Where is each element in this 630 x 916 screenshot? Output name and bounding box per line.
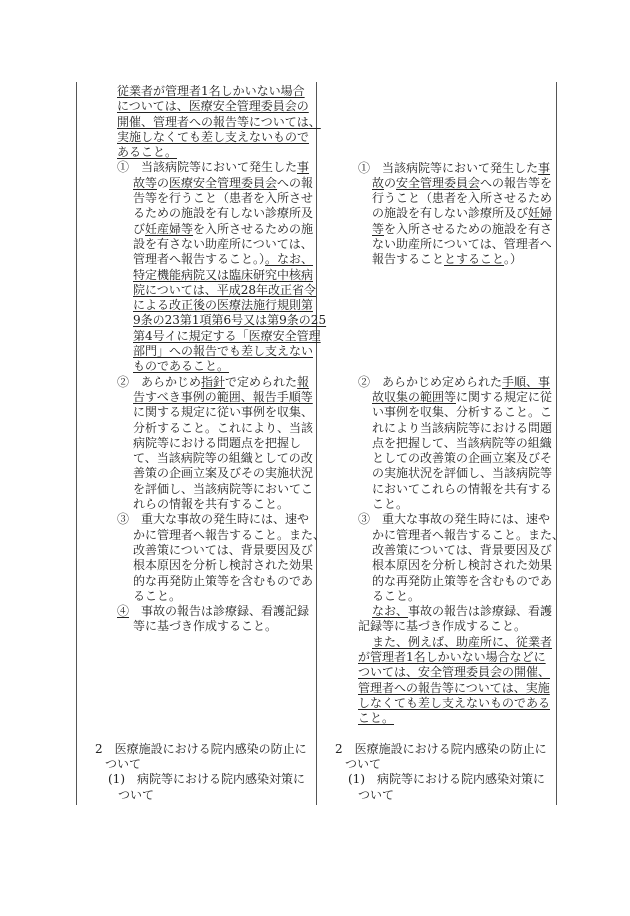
text-line: [76, 237, 316, 252]
text-line: [76, 99, 316, 114]
text-line: [76, 176, 316, 191]
text-line: [76, 359, 316, 374]
text-line: [76, 130, 316, 145]
underlined-text: 院については、平成28年改正省令: [133, 282, 317, 297]
list-item: [76, 512, 326, 604]
text-line: [316, 252, 556, 267]
text-line: [76, 757, 316, 772]
text-line: [76, 298, 316, 313]
text-line: [76, 252, 316, 267]
text: ① 当該病院等において発生した: [358, 160, 539, 175]
text: の: [157, 175, 170, 190]
text-line: [76, 451, 316, 466]
revised-text-column: [76, 84, 327, 803]
text-line: [316, 619, 556, 634]
text: としての改善策の企画立案及びそ: [372, 451, 553, 466]
text-line: [76, 206, 316, 221]
table-border-right: [556, 82, 557, 805]
text-line: [316, 375, 556, 390]
section-heading: [76, 742, 316, 773]
text: 。）: [504, 252, 523, 267]
text: れにより当該病院等における問題: [372, 420, 553, 435]
text: 等に基づき作成すること。: [133, 619, 278, 634]
text-line: [76, 788, 316, 803]
text-line: [316, 635, 556, 650]
text: かに管理者へ報告すること。また、: [372, 527, 565, 542]
text-line: [76, 313, 327, 328]
text-line: [76, 344, 316, 359]
text-line: [76, 390, 316, 405]
text-line: [316, 558, 556, 573]
underlined-text: による改正後の医療法施行規則第: [133, 298, 314, 313]
text-line: [316, 405, 556, 420]
text: こと。: [372, 497, 409, 512]
underlined-text: 故収集の範囲等: [372, 389, 457, 404]
text-line: [316, 237, 556, 252]
text: かに管理者へ報告すること。また、: [133, 527, 326, 542]
text-line: [76, 543, 316, 558]
text-line: [316, 650, 556, 665]
spacer: [316, 727, 556, 742]
text-line: [316, 681, 556, 696]
text: 改善策については、背景要因及び: [133, 542, 313, 557]
text: 行うこと（患者を入所させるため: [372, 191, 553, 206]
underlined-text: ものであること。: [133, 359, 230, 374]
underlined-text: 特定機能病院又は臨床研究中核病: [133, 267, 314, 282]
list-item: [316, 512, 565, 604]
text-line: [76, 482, 316, 497]
text-line: [76, 604, 316, 619]
text-line: [76, 328, 321, 344]
text: ③ 重大な事故の発生時には、速や: [358, 512, 551, 527]
text-line: [316, 451, 556, 466]
text-line: [76, 772, 316, 787]
subsection-heading: [316, 772, 556, 803]
text: ついて: [118, 787, 155, 802]
underlined-text: ④: [117, 604, 130, 619]
text: 報告すること: [372, 252, 445, 267]
text: 的な再発防止策等を含むものであ: [133, 573, 314, 588]
text-line: [316, 543, 556, 558]
text-line: [76, 191, 316, 206]
underlined-text: 事: [297, 160, 310, 175]
text-line: [76, 574, 316, 589]
text: 告等を行うこと（患者を入所させ: [133, 191, 314, 206]
text: への報: [277, 175, 314, 190]
text: ② あらかじめ: [117, 374, 202, 389]
text: ③ 重大な事故の発生時には、速や: [117, 512, 310, 527]
text-line: [316, 222, 556, 237]
note-paragraph: [316, 604, 556, 635]
text: び: [133, 221, 146, 236]
text-line: [316, 421, 556, 436]
text: 事故の報告は診療録、看護: [408, 604, 553, 619]
spacer: [76, 635, 316, 742]
text-line: [316, 512, 556, 527]
text: の実施状況を評価し、当該病院等: [372, 466, 553, 481]
text-line: [316, 757, 556, 772]
text: 2 医療施設における院内感染の防止に: [335, 741, 547, 756]
text-line: [316, 482, 556, 497]
text-line: [316, 711, 556, 726]
text: で定められた: [225, 374, 298, 389]
text: 記録等に基づき作成すること。: [358, 619, 527, 634]
underlined-text: については、医療安全管理委員会の: [117, 99, 309, 114]
underlined-text: 故等: [133, 175, 158, 190]
text-line: [316, 161, 556, 176]
text-line: [316, 466, 556, 481]
text-line: [76, 84, 316, 99]
text: の施設を有しない診療所及び: [372, 206, 529, 221]
text-line: [76, 436, 316, 451]
underlined-text: とすること: [444, 252, 505, 267]
text: ① 当該病院等において発生した: [117, 160, 298, 175]
underlined-text: しなくても差し支えないものである: [358, 695, 551, 710]
text: て、当該病院等の組織としての改: [133, 451, 313, 466]
text: を入所させるための施: [193, 221, 314, 236]
text: い事例を収集、分析すること。こ: [372, 405, 553, 420]
text-line: [316, 436, 556, 451]
text: ついて: [105, 757, 142, 772]
text-line: [76, 114, 321, 130]
text: れらの情報を共有すること。: [133, 497, 290, 512]
underlined-text: また、例えば、助産所に、従業者: [372, 634, 553, 649]
underlined-text: 管理者への報告等については、実施: [358, 680, 550, 695]
underlined-text: 。なお、: [265, 252, 314, 267]
text: 事故の報告は診療録、看護記録: [129, 604, 310, 619]
text-line: [316, 574, 556, 589]
list-item: [76, 160, 327, 374]
text: ついて: [358, 787, 395, 802]
text-line: [76, 527, 326, 543]
text: ついて: [345, 757, 382, 772]
underlined-text: ついては、安全管理委員会の開催、: [358, 665, 551, 680]
text-line: [316, 772, 556, 787]
text-line: [316, 665, 556, 680]
underlined-text: 安全管理委員会: [396, 175, 481, 190]
text: を評価し、当該病院等においてこ: [133, 481, 314, 496]
underlined-text: 部門」への報告でも差し支えない: [133, 344, 314, 359]
list-item: [316, 161, 556, 268]
spacer: [316, 84, 556, 161]
text-line: [76, 742, 316, 757]
underlined-text: が管理者1名しかいない場合などに: [358, 650, 546, 665]
underlined-text: 告すべき事例の範囲、報告手順等: [133, 389, 313, 404]
note-paragraph: [316, 635, 556, 727]
text: (1) 病院等における院内感染対策に: [348, 772, 545, 787]
text-line: [316, 604, 556, 619]
underlined-text: あること。: [117, 145, 178, 160]
underlined-text: 故: [372, 175, 385, 190]
text-line: [76, 497, 316, 512]
text-line: [316, 497, 556, 512]
text-line: [76, 589, 316, 604]
underlined-text: 手順、事: [502, 374, 551, 389]
text: (1) 病院等における院内感染対策に: [108, 772, 305, 787]
text: ② あらかじめ定められた: [358, 374, 503, 389]
underlined-text: 指針: [201, 374, 226, 389]
spacer: [316, 268, 556, 375]
text: に関する規定に従い事例を収集、: [133, 405, 314, 420]
text: 管理者へ報告すること。）: [133, 252, 266, 267]
list-item: [316, 375, 556, 513]
text: 改善策については、背景要因及び: [372, 542, 552, 557]
text-line: [76, 405, 316, 420]
text-line: [76, 160, 316, 175]
text-line: [316, 206, 556, 221]
text: 設を有さない助産所については、: [133, 236, 313, 251]
text: ない助産所については、管理者へ: [372, 236, 552, 251]
text: 的な再発防止策等を含むものであ: [372, 573, 553, 588]
paragraph: [76, 84, 321, 160]
text: ること。: [133, 588, 182, 603]
text-line: [76, 558, 316, 573]
text-line: [316, 176, 556, 191]
text-line: [76, 421, 316, 436]
text-line: [316, 788, 556, 803]
underlined-text: 妊産婦等: [145, 221, 194, 236]
underlined-text: 報: [297, 374, 310, 389]
text: を入所させるための施設を有さ: [384, 221, 553, 236]
list-item: [76, 375, 316, 513]
text: 点を把握して、当該病院等の組織: [372, 435, 552, 450]
text: 根本原因を分析し検討された効果: [372, 558, 553, 573]
underlined-text: なお、: [372, 604, 409, 619]
list-item: [76, 604, 316, 635]
text-line: [316, 696, 556, 711]
text: 善策の企画立案及びその実施状況: [133, 466, 314, 481]
subsection-heading: [76, 772, 316, 803]
section-heading: [316, 742, 556, 773]
text: 2 医療施設における院内感染の防止に: [95, 741, 307, 756]
text-line: [316, 527, 565, 543]
text: に関する規定に従: [456, 389, 553, 404]
text-line: [76, 268, 316, 283]
text-line: [76, 619, 316, 634]
current-text-column: [316, 84, 565, 803]
text-line: [76, 222, 316, 237]
text-line: [316, 742, 556, 757]
text-line: [76, 466, 316, 481]
text-line: [76, 283, 316, 298]
underlined-text: 9条の23第1項第6号又は第9条の25: [133, 313, 327, 328]
underlined-text: 従業者が管理者1名しかいない場合: [117, 84, 305, 98]
text-line: [316, 191, 556, 206]
text: 分析すること。これにより、当該: [133, 420, 314, 435]
underlined-text: 等: [372, 221, 385, 236]
text-line: [316, 390, 556, 405]
text-line: [76, 375, 316, 390]
text-line: [76, 512, 316, 527]
underlined-text: 事: [538, 160, 551, 175]
text-line: [76, 145, 316, 160]
text: るための施設を有しない診療所及: [133, 206, 314, 221]
underlined-text: 実施しなくても差し支えないもので: [117, 129, 310, 144]
underlined-text: こと。: [358, 711, 395, 726]
text: の: [384, 175, 397, 190]
underlined-text: 開催、管理者への報告等については、: [117, 114, 321, 129]
text: 病院等における問題点を把握し: [133, 435, 302, 450]
text: 根本原因を分析し検討された効果: [133, 558, 314, 573]
underlined-text: 医療安全管理委員会: [169, 175, 278, 190]
text: ること。: [372, 588, 421, 603]
text: への報告等を: [480, 175, 553, 190]
underlined-text: 妊婦: [528, 206, 553, 221]
underlined-text: 第4号イに規定する「医療安全管理: [133, 328, 321, 343]
text: においてこれらの情報を共有する: [372, 481, 553, 496]
text-line: [316, 589, 556, 604]
